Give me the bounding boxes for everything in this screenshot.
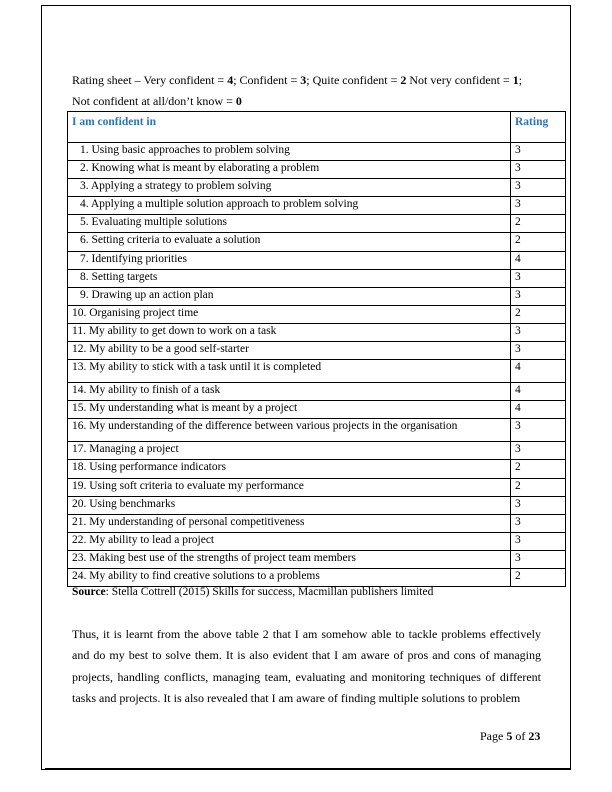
table-row — [68, 323, 566, 341]
statement-text: 3. Applying a strategy to problem solving — [80, 180, 272, 193]
statement-text: 24. My ability to find creative solutions to a problems — [72, 569, 320, 582]
statement-text: 16. My understanding of the difference between various projects in the organisation — [72, 420, 458, 433]
statement-cell — [68, 269, 511, 287]
rating-cell: 4 — [511, 401, 566, 419]
statement-cell — [68, 233, 511, 251]
statement-cell — [68, 323, 511, 341]
rating-cell: 3 — [511, 419, 566, 442]
statement-text: 11. My ability to get down to work on a task — [72, 324, 277, 337]
rating-table — [67, 111, 566, 587]
rating-cell: 2 — [511, 233, 566, 251]
rating-cell: 4 — [511, 383, 566, 401]
table-row — [68, 179, 566, 197]
statement-cell — [68, 161, 511, 179]
statement-cell — [68, 251, 511, 269]
table-source: Source: Stella Cottrell (2015) Skills for success, Macmillan publishers limited — [72, 586, 434, 598]
table-row — [68, 269, 566, 287]
header-rating: Rating — [511, 112, 566, 143]
table-row — [68, 251, 566, 269]
statement-cell — [68, 532, 511, 550]
rating-cell: 2 — [511, 478, 566, 496]
statement-text: 21. My understanding of personal competitiveness — [72, 515, 305, 528]
table-row — [68, 287, 566, 305]
table-row — [68, 460, 566, 478]
rating-cell: 3 — [511, 179, 566, 197]
table-row — [68, 568, 566, 586]
rating-cell: 3 — [511, 514, 566, 532]
rating-cell: 3 — [511, 442, 566, 460]
statement-cell — [68, 478, 511, 496]
table-row — [68, 401, 566, 419]
statement-cell — [68, 305, 511, 323]
table-row — [68, 419, 566, 442]
statement-text: 18. Using performance indicators — [72, 461, 226, 474]
statement-text: 7. Identifying priorities — [80, 252, 187, 265]
rating-cell: 3 — [511, 496, 566, 514]
table-row — [68, 550, 566, 568]
statement-text: 5. Evaluating multiple solutions — [80, 216, 227, 229]
rating-cell: 4 — [511, 360, 566, 383]
rating-cell: 3 — [511, 197, 566, 215]
header-statement: I am confident in — [68, 112, 511, 143]
table-row — [68, 305, 566, 323]
statement-cell — [68, 401, 511, 419]
statement-cell — [68, 550, 511, 568]
statement-text: 19. Using soft criteria to evaluate my performance — [72, 479, 304, 492]
rating-cell: 2 — [511, 215, 566, 233]
statement-text: 12. My ability to be a good self-starter — [72, 343, 249, 356]
statement-cell — [68, 197, 511, 215]
table-row — [68, 161, 566, 179]
statement-cell — [68, 496, 511, 514]
statement-cell — [68, 215, 511, 233]
statement-text: 15. My understanding what is meant by a project — [72, 402, 298, 415]
rating-cell: 2 — [511, 460, 566, 478]
body-paragraph: Thus, it is learnt from the above table 2 that I am somehow able to tackle problems effectively and do my best to solve them. It is also evident that I am aware of pros and cons of managing projects, handling conflicts, managing team, evaluating and monitoring techniques of different tasks and projects. It is also revealed that I am aware of finding multiple solutions to problem — [72, 627, 541, 705]
rating-cell: 4 — [511, 251, 566, 269]
statement-cell — [68, 442, 511, 460]
table-row — [68, 496, 566, 514]
statement-cell — [68, 460, 511, 478]
page-number: Page 5 of 23 — [480, 729, 541, 743]
statement-text: 13. My ability to stick with a task until it is completed — [72, 361, 322, 374]
statement-cell — [68, 383, 511, 401]
statement-cell — [68, 514, 511, 532]
table-row — [68, 215, 566, 233]
table-row — [68, 197, 566, 215]
rating-cell: 3 — [511, 269, 566, 287]
page-shadow-right — [570, 9, 571, 769]
table-row — [68, 532, 566, 550]
table-row — [68, 514, 566, 532]
statement-cell — [68, 287, 511, 305]
statement-cell — [68, 342, 511, 360]
rating-cell: 2 — [511, 305, 566, 323]
table-row — [68, 478, 566, 496]
rating-cell: 3 — [511, 323, 566, 341]
statement-text: 22. My ability to lead a project — [72, 533, 215, 546]
rating-cell: 3 — [511, 161, 566, 179]
table-row — [68, 383, 566, 401]
statement-text: 2. Knowing what is meant by elaborating a problem — [80, 162, 320, 175]
table-row — [68, 342, 566, 360]
table-row — [68, 143, 566, 161]
statement-cell — [68, 568, 511, 586]
rating-cell: 3 — [511, 287, 566, 305]
page-shadow-bottom — [45, 768, 571, 769]
statement-text: 20. Using benchmarks — [72, 497, 176, 510]
statement-text: 4. Applying a multiple solution approach to problem solving — [80, 198, 359, 211]
statement-cell — [68, 360, 511, 383]
table-row — [68, 360, 566, 383]
rating-cell: 2 — [511, 568, 566, 586]
statement-text: 23. Making best use of the strengths of project team members — [72, 551, 356, 564]
rating-sheet-legend: Rating sheet – Very confident = 4; Confident = 3; Quite confident = 2 Not very confident = 1; Not confident at all/don’t know = 0 — [72, 73, 523, 108]
rating-cell: 3 — [511, 143, 566, 161]
rating-cell: 3 — [511, 532, 566, 550]
statement-cell — [68, 419, 511, 442]
table-row — [68, 442, 566, 460]
statement-text: 1. Using basic approaches to problem solving — [80, 144, 290, 156]
table-header-row — [68, 112, 566, 143]
statement-text: 10. Organising project time — [72, 306, 199, 319]
statement-text: 14. My ability to finish of a task — [72, 384, 221, 397]
table-row — [68, 233, 566, 251]
statement-text: 8. Setting targets — [80, 270, 158, 283]
statement-text: 9. Drawing up an action plan — [80, 288, 214, 301]
rating-cell: 3 — [511, 342, 566, 360]
statement-text: 17. Managing a project — [72, 443, 179, 456]
statement-cell — [68, 179, 511, 197]
rating-cell: 3 — [511, 550, 566, 568]
statement-cell — [68, 143, 511, 161]
statement-text: 6. Setting criteria to evaluate a solution — [80, 234, 261, 247]
